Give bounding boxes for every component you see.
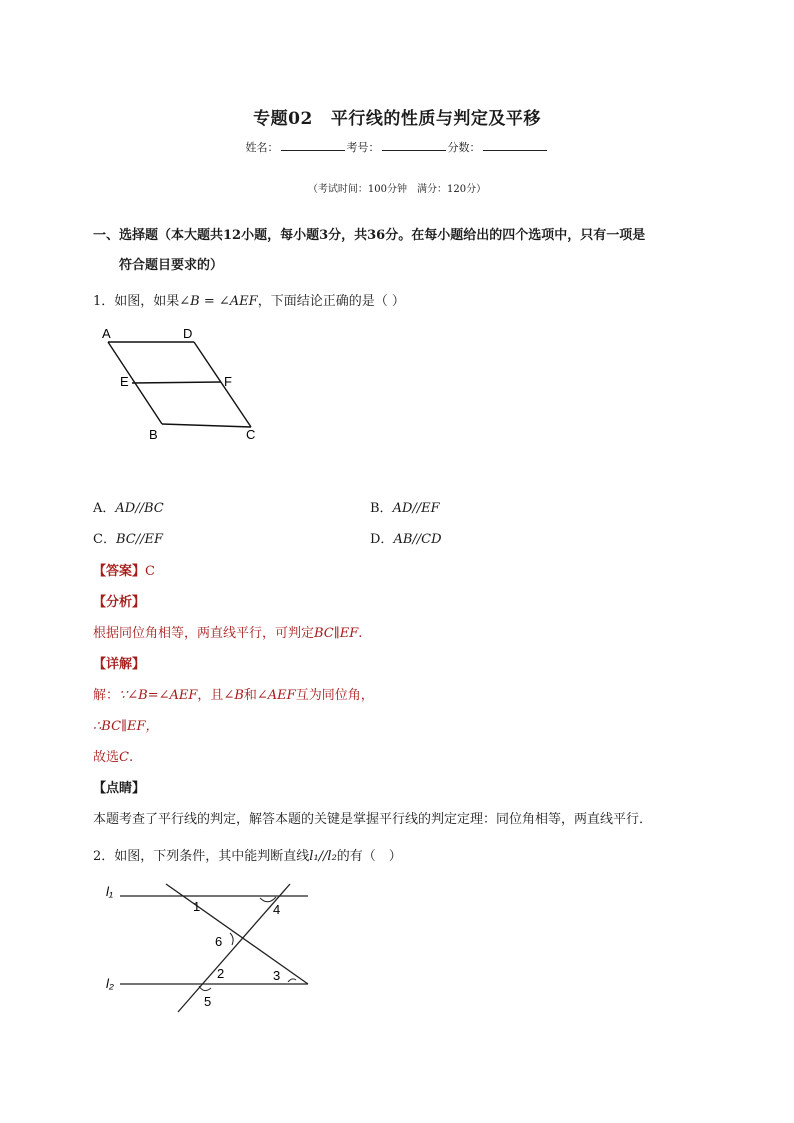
- q1-option-b[interactable]: B．AD//EF: [370, 501, 440, 516]
- q1-analysis-text: 根据同位角相等，两直线平行，可判定BC∥EF.: [93, 626, 363, 641]
- angle-6-arc: [230, 933, 233, 945]
- q1-detail-tag: 【详解】: [93, 657, 146, 672]
- label-f: F: [224, 374, 232, 389]
- q2-stem: 2．如图，下列条件，其中能判断直线l₁//l₂的有（ ）: [93, 849, 402, 864]
- title-topic-name: 平行线的性质与判定及平移: [330, 109, 541, 129]
- exam-number-blank[interactable]: [382, 140, 446, 151]
- angle-label-2: 2: [217, 966, 225, 981]
- q1-comment-text: 本题考查了平行线的判定，解答本题的关键是掌握平行线的判定定理：同位角相等，两直线平行．: [93, 812, 653, 827]
- angle-label-3: 3: [273, 968, 281, 983]
- q1-option-a[interactable]: A．AD//BC: [93, 501, 164, 516]
- q2-parallel-lines-figure: [100, 876, 315, 1016]
- q1-detail-line3: 故选C.: [93, 750, 134, 765]
- angle-label-4: 4: [273, 902, 281, 917]
- q1-detail-line2: ∴BC∥EF，: [93, 719, 159, 734]
- page-title: [0, 104, 794, 129]
- answer-tag: 【答案】: [93, 564, 146, 579]
- segment-bc: [162, 424, 251, 427]
- label-l1: l₁: [106, 884, 113, 899]
- answer-value: C: [145, 564, 155, 579]
- angle-label-5: 5: [204, 994, 212, 1009]
- label-e: E: [120, 374, 129, 389]
- name-label: 姓名：: [245, 141, 279, 154]
- label-l2: l₂: [106, 976, 114, 991]
- angle-label-1: 1: [193, 899, 201, 914]
- label-a: A: [102, 326, 111, 341]
- score-blank[interactable]: [483, 140, 547, 151]
- title-topic-number: 专题02: [253, 109, 313, 129]
- q1-answer: [93, 560, 155, 579]
- q1-option-c[interactable]: C．BC//EF: [93, 532, 163, 547]
- score-label: 分数：: [447, 141, 481, 154]
- angle-3-arc: [288, 979, 296, 982]
- q1-stem-math: ∠B = ∠AEF: [179, 294, 258, 309]
- section-heading-line1: 一、选择题（本大题共12小题，每小题3分，共36分。在每小题给出的四个选项中，只有一项是: [93, 228, 646, 243]
- segment-ef: [132, 382, 221, 383]
- exam-number-label: 考号：: [346, 141, 380, 154]
- label-d: D: [183, 326, 193, 341]
- student-info-row: [0, 139, 794, 155]
- q1-parallelogram-figure: [96, 320, 276, 445]
- exam-time-info: （考试时间：100分钟 满分：120分）: [307, 184, 487, 195]
- q1-stem: 1．如图，如果∠B = ∠AEF，下面结论正确的是（ ）: [93, 294, 405, 309]
- q1-option-d[interactable]: D．AB//CD: [370, 532, 442, 547]
- label-c: C: [246, 427, 256, 442]
- segment-dc: [194, 342, 251, 427]
- q1-analysis-tag: 【分析】: [93, 595, 146, 610]
- angle-label-6: 6: [215, 934, 223, 949]
- q1-comment-tag: 【点睛】: [93, 781, 146, 796]
- label-b: B: [149, 427, 158, 442]
- name-blank[interactable]: [281, 140, 345, 151]
- transversal-a: [166, 884, 308, 984]
- q1-detail-line1: 解：∵∠B=∠AEF，且∠B和∠AEF互为同位角，: [93, 688, 374, 703]
- section-heading-line2: 符合题目要求的）: [119, 258, 224, 273]
- q2-stem-math: l₁//l₂: [309, 849, 337, 864]
